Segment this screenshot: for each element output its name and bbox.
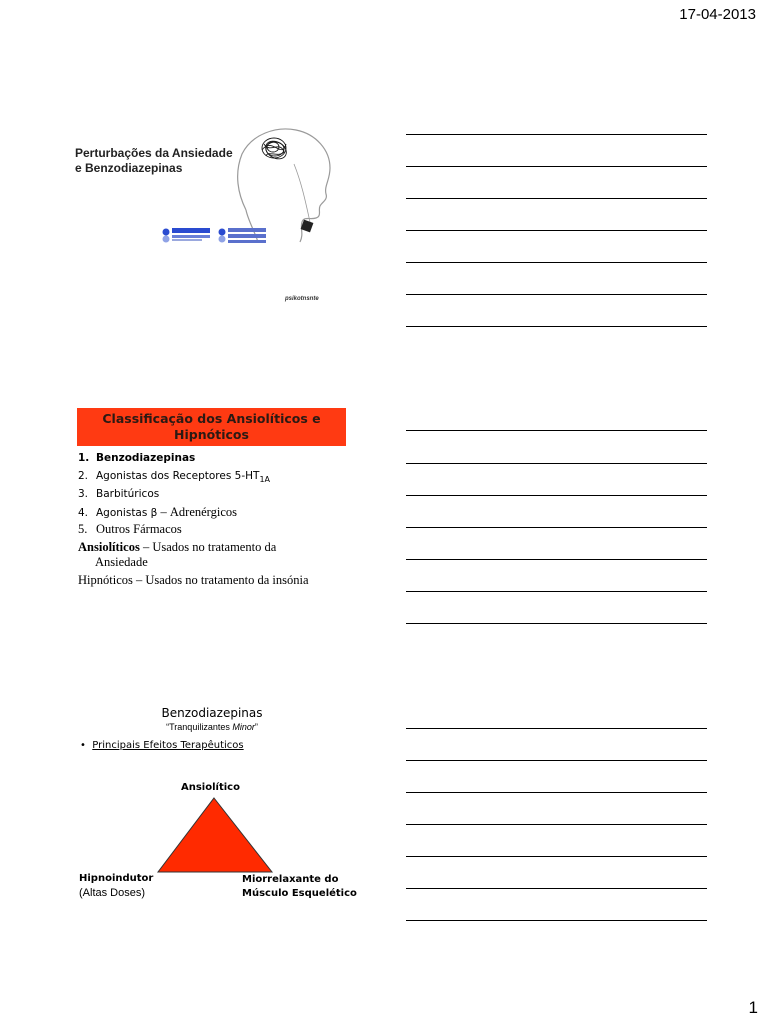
list-item (78, 452, 195, 464)
definition-continuation: Ansiedade (95, 555, 148, 569)
note-line (406, 559, 707, 560)
slide-3-bullet (80, 740, 244, 751)
left-label-line1: Hipnoindutor (79, 873, 154, 884)
note-line (406, 824, 707, 825)
list-item-text-serif: – Adrenérgicos (157, 505, 237, 519)
bullet-text: Principais Efeitos Terapêuticos (92, 740, 244, 751)
aepccc-logo (163, 228, 211, 243)
slide-1 (0, 0, 1, 1)
slide-1-footer-mark: psikotnsnte (285, 296, 319, 302)
subtitle-part: ” (254, 722, 258, 732)
list-item-text: Agonistas dos Receptores 5-HT (96, 470, 260, 482)
list-item (78, 522, 182, 537)
sponsor-logos (160, 224, 270, 246)
left-label-line2: (Altas Doses) (79, 887, 146, 899)
list-item (78, 470, 270, 484)
brain-scribble-icon (262, 138, 290, 163)
note-line (406, 262, 707, 263)
note-line (406, 623, 707, 624)
note-line (406, 591, 707, 592)
note-line (406, 728, 707, 729)
note-line (406, 166, 707, 167)
definition-anxiolytics (78, 540, 346, 554)
list-item (78, 505, 237, 520)
note-line (406, 888, 707, 889)
note-line (406, 230, 707, 231)
note-line (406, 134, 707, 135)
slide-2-banner (77, 408, 346, 446)
effects-triangle (156, 796, 276, 876)
note-line (406, 198, 707, 199)
note-line (406, 527, 707, 528)
right-label-line1: Miorrelaxante do (242, 874, 339, 885)
definition-term: Ansiolíticos (78, 540, 140, 554)
slide-2-banner-title: Classificação dos Ansiolíticos e Hipnóticos (102, 411, 321, 442)
list-item-text: Outros Fármacos (96, 522, 182, 536)
list-item-text: Barbitúricos (96, 488, 160, 500)
list-item-text: Agonistas β (96, 507, 158, 519)
page-number: 1 (748, 998, 758, 1017)
list-item-number: 5. (78, 522, 88, 536)
note-line (406, 760, 707, 761)
european-society-of-psychology-logo (219, 228, 267, 243)
list-item-number: 3. (78, 488, 89, 500)
page-date: 17-04-2013 (679, 6, 756, 23)
note-line (406, 294, 707, 295)
triangle-left-label (79, 872, 153, 900)
list-item-number: 1. (78, 452, 90, 464)
list-item (78, 488, 159, 500)
slide-1-title-line1: Perturbações da Ansiedade (75, 146, 233, 160)
list-item-number: 4. (78, 507, 89, 519)
subtitle-italic: Minor (232, 722, 255, 732)
slide-3-title: Benzodiazepinas (161, 706, 263, 720)
list-item-number: 2. (78, 470, 89, 482)
note-line (406, 463, 707, 464)
definition-hypnotics: Hipnóticos – Usados no tratamento da insónia (78, 573, 309, 587)
slide-1-title (75, 146, 233, 176)
list-item-subscript: 1A (259, 475, 270, 485)
slide-3-subtitle (78, 722, 346, 732)
note-line (406, 326, 707, 327)
note-line (406, 792, 707, 793)
list-item-text: Benzodiazepinas (96, 452, 196, 464)
note-line (406, 430, 707, 431)
note-line (406, 856, 707, 857)
subtitle-part: “Tranquilizantes (166, 722, 233, 732)
triangle-right-label (242, 873, 357, 901)
triangle-top-label: Ansiolítico (181, 782, 240, 793)
definition-text: – Usados no tratamento da (139, 540, 277, 554)
bullet-icon: • (80, 740, 86, 751)
right-label-line2: Músculo Esquelético (242, 888, 357, 899)
note-line (406, 495, 707, 496)
note-line (406, 920, 707, 921)
slide-1-title-line2: e Benzodiazepinas (75, 161, 183, 175)
